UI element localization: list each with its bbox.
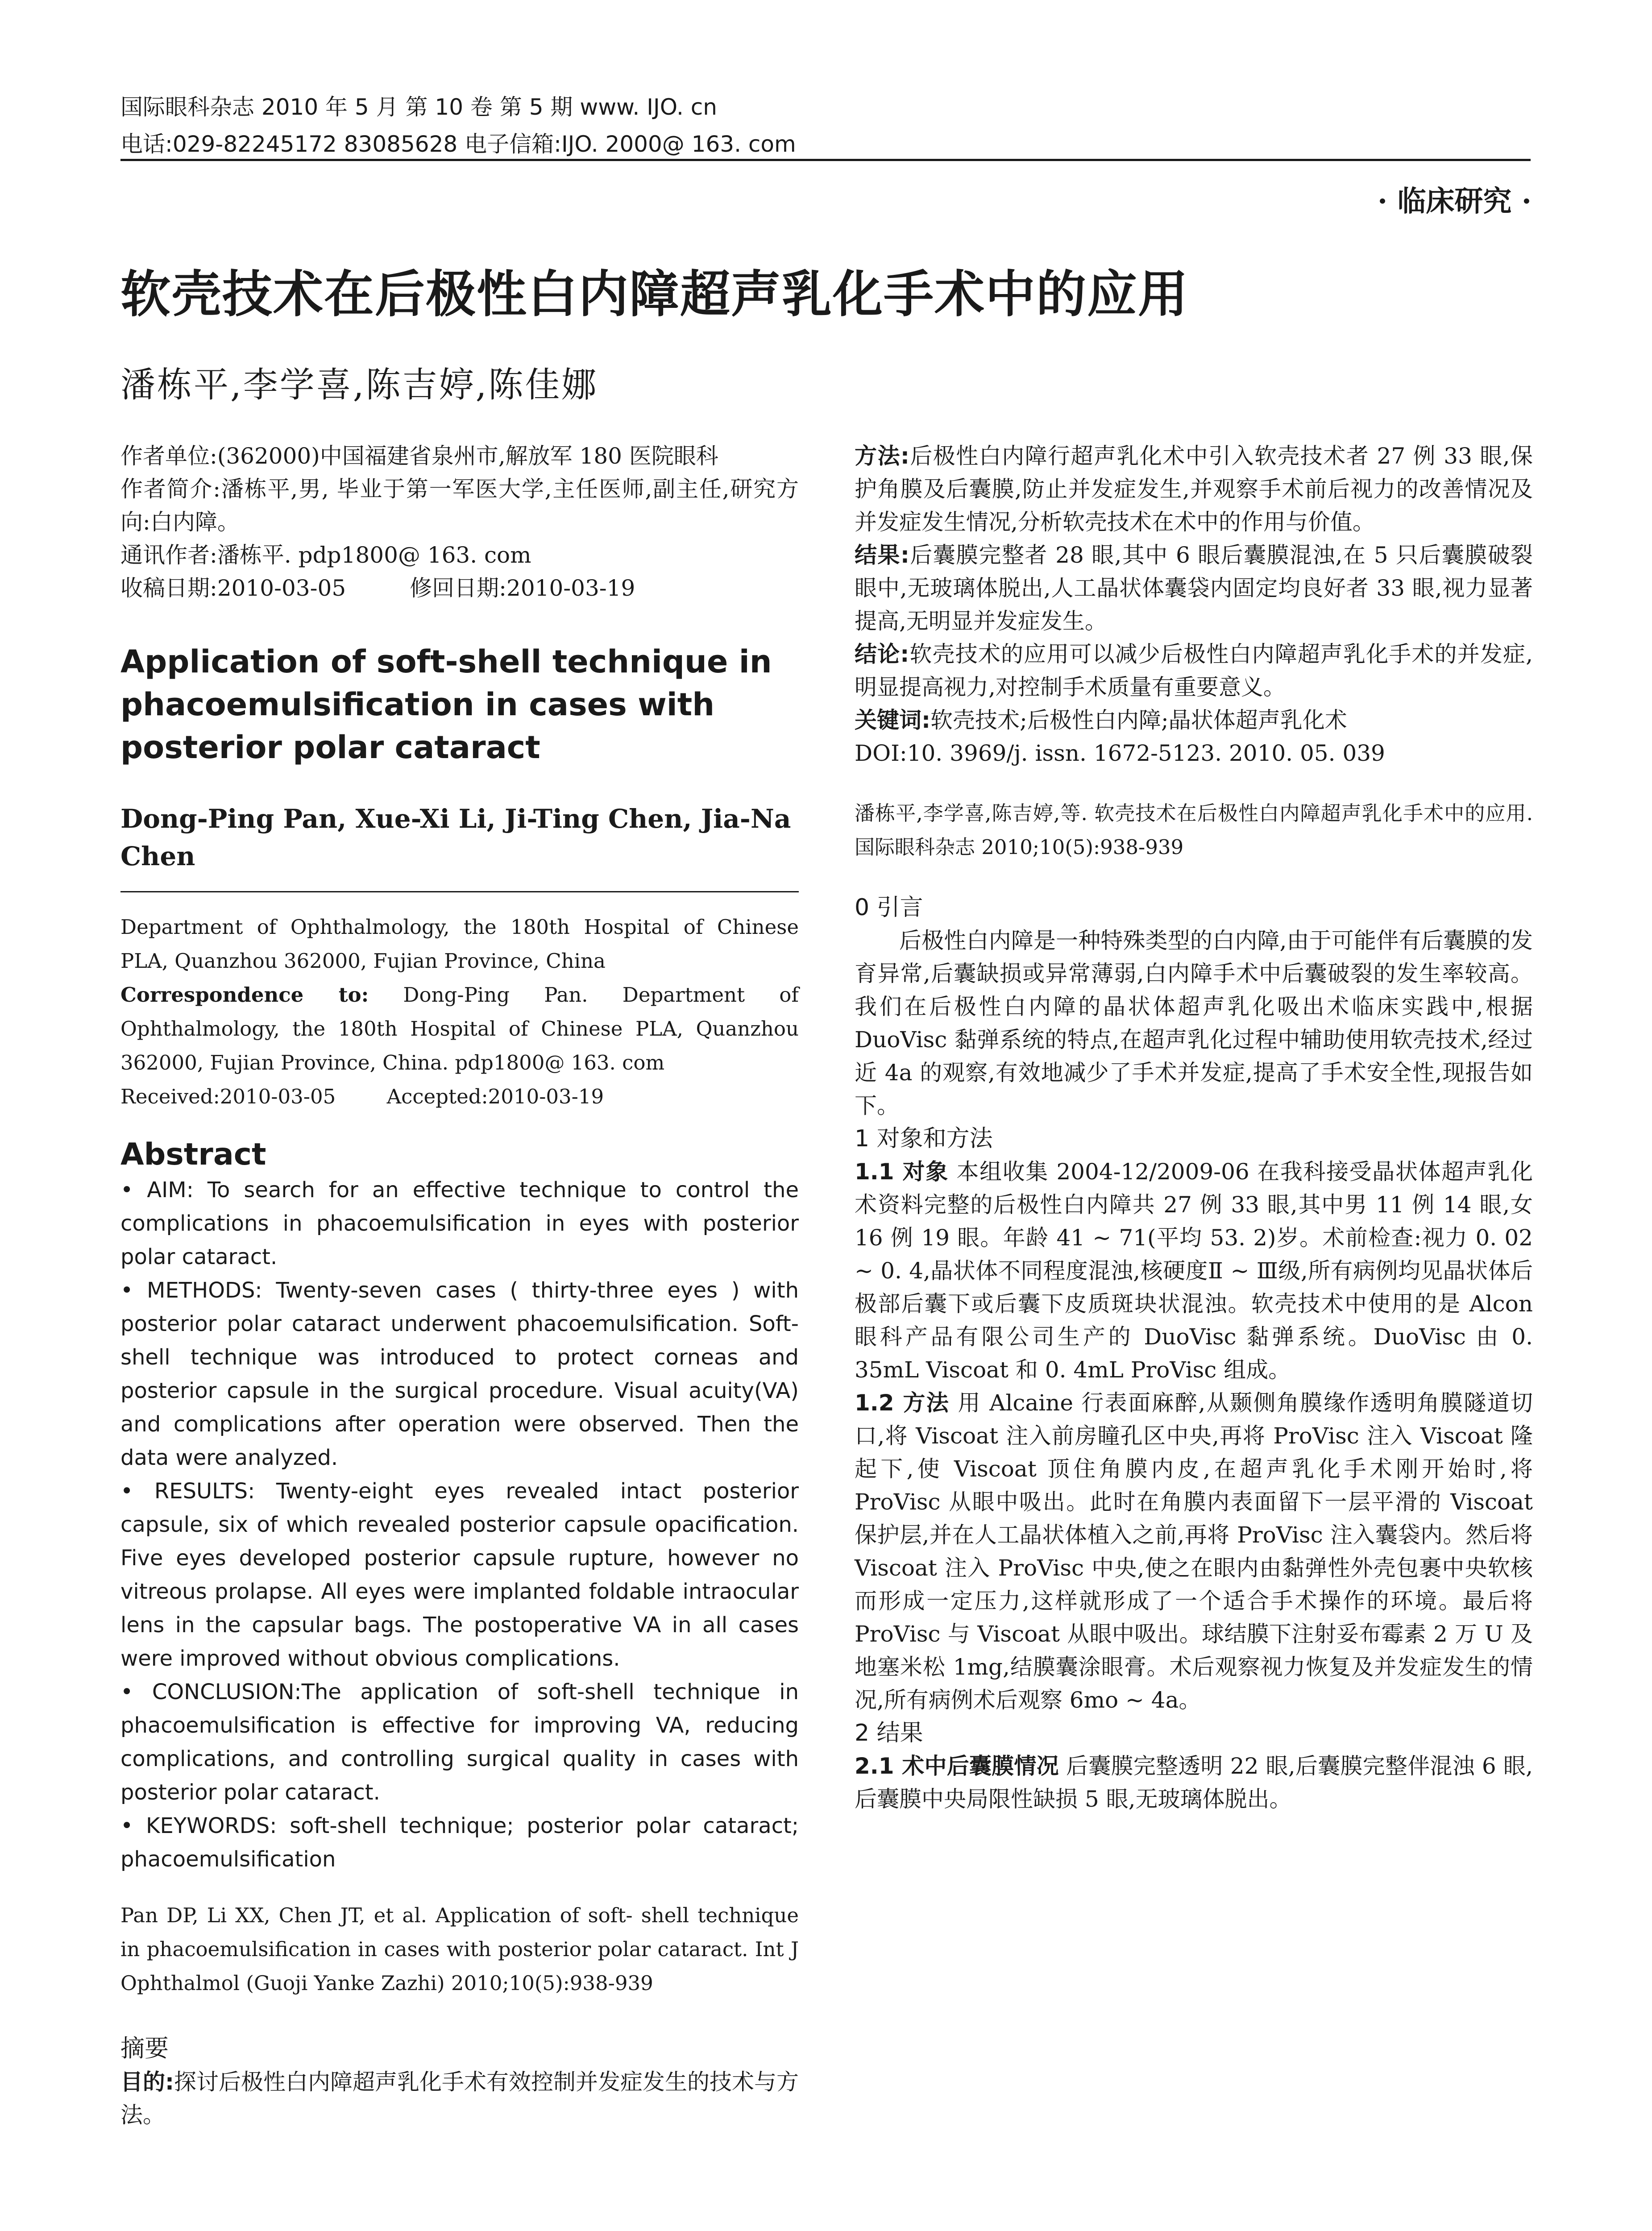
journal-header-line2: 电话:029-82245172 83085628 电子信箱:IJO. 2000@ 163. com: [120, 131, 796, 157]
section-intro-text: 后极性白内障是一种特殊类型的白内障,由于可能伴有后囊膜的发育异常,后囊缺损或异常薄弱,白内障手术中后囊破裂的发生率较高。我们在后极性白内障的晶状体超声乳化吸出术临床实践中,根据 DuoVisc 黏弹系统的特点,在超声乳化过程中辅助使用软壳技术,经过近 4a 的观察,有效地减少了手术并发症,提高了手术安全性,现报告如下。: [855, 928, 1533, 1119]
chinese-abstract-keywords: [855, 704, 1533, 737]
methods-label: 1.2 方法: [855, 1390, 950, 1416]
section-tag: · 临床研究 ·: [1377, 185, 1532, 218]
spacer: [855, 864, 1533, 891]
methods-text: 用 Alcaine 行表面麻醉,从颞侧角膜缘作透明角膜隧道切口,将 Viscoat 注入前房瞳孔区中央,再将 ProVisc 注入 Viscoat 隆起下,使 Viscoat 顶住角膜内皮,在超声乳化手术刚开始时,将 ProVisc 从眼中吸出。此时在角膜内表面留下一层平滑的 Viscoat 保护层,并在人工晶状体植入之前,再将 ProVisc 注入囊袋内。然后将 Viscoat 注入 ProVisc 中央,使之在眼内由黏弹性外壳包裹中央软核而形成一定压力,这样就形成了一个适合手术操作的环境。最后将 ProVisc 与 Viscoat 从眼中吸出。球结膜下注射妥布霉素 2 万 U 及地塞米松 1mg,结膜囊涂眼膏。术后观察视力恢复及并发症发生的情况,所有病例术后观察 6mo ~ 4a。: [855, 1390, 1533, 1713]
correspondence: [120, 978, 799, 1080]
section-methods-heading: 1 对象和方法: [855, 1125, 993, 1152]
conclusion-label: 结论:: [855, 641, 909, 667]
journal-header-line1: 国际眼科杂志 2010 年 5 月 第 10 卷 第 5 期 www. IJO. cn: [120, 94, 717, 120]
header-rule: [120, 159, 1531, 161]
subsection-methods: [855, 1386, 1533, 1717]
section-intro-heading: 0 引言: [855, 894, 923, 921]
capsule-label: 2.1 术中后囊膜情况: [855, 1753, 1059, 1779]
subsection-subjects: [855, 1155, 1533, 1386]
spacer: [855, 770, 1533, 796]
dates-zh: 收稿日期:2010-03-05 修回日期:2010-03-19: [120, 575, 635, 601]
author-bio: 作者简介:潘栋平,男, 毕业于第一军医大学,主任医师,副主任,研究方向:白内障。: [120, 476, 799, 535]
result-text: 后囊膜完整者 28 眼,其中 6 眼后囊膜混浊,在 5 只后囊膜破裂眼中,无玻璃体脱出,人工晶状体囊袋内固定均良好者 33 眼,视力显著提高,无明显并发症发生。: [855, 542, 1533, 634]
doi: DOI:10. 3969/j. issn. 1672-5123. 2010. 05. 039: [855, 740, 1385, 766]
chinese-abstract-heading: 摘要: [120, 2034, 169, 2062]
result-label: 结果:: [855, 542, 909, 568]
chinese-abstract-aim: [120, 2065, 799, 2131]
method-label: 方法:: [855, 443, 909, 469]
right-column: [855, 440, 1533, 1816]
abstract-results: • RESULTS: Twenty-eight eyes revealed intact posterior capsule, six of which revealed posterior capsule opacification. Five eyes developed posterior capsule rupture, however no vitreous prolapse. All eyes were implanted foldable intraocular lens in the capsular bags. The postoperative VA in all cases were improved without obvious complications.: [120, 1479, 799, 1671]
chinese-authors: 潘栋平,李学喜,陈吉婷,陈佳娜: [120, 365, 598, 405]
chinese-title: 软壳技术在后极性白内障超声乳化手术中的应用: [120, 265, 1189, 323]
english-citation: Pan DP, Li XX, Chen JT, et al. Application of soft- shell technique in phacoemulsification in cases with posterior polar cataract. Int J Ophthalmol (Guoji Yanke Zazhi) 2010;10(5):938-939: [120, 1903, 799, 1995]
keywords-label: 关键词:: [855, 707, 930, 733]
subsection-capsule: [855, 1750, 1533, 1816]
chinese-abstract-conclusion: [855, 638, 1533, 704]
author-unit: 作者单位:(362000)中国福建省泉州市,解放军 180 医院眼科: [120, 443, 718, 469]
english-title: Application of soft-shell technique in phacoemulsification in cases with posterior polar cataract: [120, 643, 772, 766]
abstract-conclusion: • CONCLUSION:The application of soft-shell technique in phacoemulsification is effective for improving VA, reducing complications, and controlling surgical quality in cases with posterior polar cataract.: [120, 1679, 799, 1805]
section-results-heading: 2 结果: [855, 1720, 923, 1746]
method-text: 后极性白内障行超声乳化术中引入软壳技术者 27 例 33 眼,保护角膜及后囊膜,防止并发症发生,并观察手术前后视力的改善情况及并发症发生情况,分析软壳技术在术中的作用与价值。: [855, 443, 1533, 535]
subjects-label: 1.1 对象: [855, 1159, 949, 1185]
abstract-methods: • METHODS: Twenty-seven cases ( thirty-three eyes ) with posterior polar cataract underwent phacoemulsification. Soft-shell technique was introduced to protect corneas and posterior capsule in the surgical procedure. Visual acuity(VA) and complications after operation were observed. Then the data were analyzed.: [120, 1278, 799, 1470]
affiliation: Department of Ophthalmology, the 180th Hospital of Chinese PLA, Quanzhou 362000, Fujian Province, China: [120, 915, 799, 973]
authors-rule: [120, 891, 799, 892]
aim-label: 目的:: [120, 2069, 174, 2095]
subjects-text: 本组收集 2004-12/2009-06 在我科接受晶状体超声乳化术资料完整的后极性白内障共 27 例 33 眼,其中男 11 例 14 眼,女 16 例 19 眼。年龄 41 ~ 71(平均 53. 2)岁。术前检查:视力 0. 02 ~ 0. 4,晶状体不同程度混浊,核硬度Ⅱ ~ Ⅲ级,所有病例均见晶状体后极部后囊下或后囊下皮质斑块状混浊。软壳技术中使用的是 Alcon 眼科产品有限公司生产的 DuoVisc 黏弹系统。DuoVisc 由 0. 35mL Viscoat 和 0. 4mL ProVisc 组成。: [855, 1159, 1533, 1383]
abstract-aim: • AIM: To search for an effective technique to control the complications in phacoemulsification in eyes with posterior polar cataract.: [120, 1178, 799, 1269]
chinese-citation: 潘栋平,李学喜,陈吉婷,等. 软壳技术在后极性白内障超声乳化手术中的应用. 国际眼科杂志 2010;10(5):938-939: [855, 801, 1533, 859]
left-column: [120, 440, 799, 2131]
conclusion-text: 软壳技术的应用可以减少后极性白内障超声乳化手术的并发症,明显提高视力,对控制手术质量有重要意义。: [855, 641, 1533, 700]
capsule-text: 后囊膜完整透明 22 眼,后囊膜完整伴混浊 6 眼,后囊膜中央局限性缺损 5 眼,无玻璃体脱出。: [855, 1753, 1533, 1812]
correspondence-label: Correspondence to:: [120, 983, 369, 1007]
chinese-abstract-method: [855, 440, 1533, 539]
correspondence-text: Dong-Ping Pan. Department of Ophthalmology, the 180th Hospital of Chinese PLA, Quanzhou 362000, Fujian Province, China. pdp1800@ 163. com: [120, 983, 799, 1074]
keywords-text: 软壳技术;后极性白内障;晶状体超声乳化术: [930, 707, 1347, 733]
abstract-heading: Abstract: [120, 1137, 266, 1172]
abstract-keywords: • KEYWORDS: soft-shell technique; posterior polar cataract; phacoemulsification: [120, 1813, 799, 1872]
english-authors: Dong-Ping Pan, Xue-Xi Li, Ji-Ting Chen, Jia-Na Chen: [120, 804, 791, 871]
dates-en: Received:2010-03-05 Accepted:2010-03-19: [120, 1085, 604, 1108]
chinese-abstract-result: [855, 539, 1533, 638]
corresponding-author: 通讯作者:潘栋平. pdp1800@ 163. com: [120, 542, 531, 568]
aim-text: 探讨后极性白内障超声乳化手术有效控制并发症发生的技术与方法。: [120, 2069, 799, 2128]
